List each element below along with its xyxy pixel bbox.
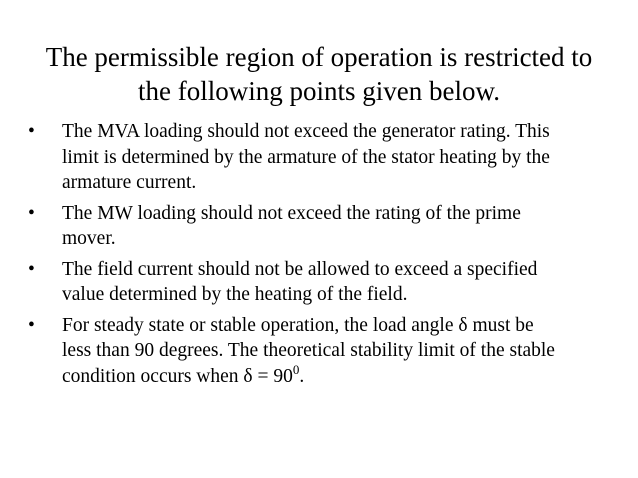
bullet-text-line: armature current. xyxy=(62,172,197,193)
title-line-2: the following points given below. xyxy=(138,76,500,106)
bullet-icon: • xyxy=(28,314,35,336)
bullet-icon: • xyxy=(28,258,35,280)
bullet-text-line: The MVA loading should not exceed the generator rating. This xyxy=(62,121,550,142)
bullet-text-line: The MW loading should not exceed the rating of the prime xyxy=(62,202,521,224)
degree-superscript: 0 xyxy=(292,361,300,377)
bullet-text-end: . xyxy=(299,365,305,387)
bullet-list xyxy=(28,119,618,394)
bullet-text-line: For steady state or stable operation, the load angle δ must be xyxy=(62,314,534,336)
slide-title xyxy=(30,40,608,108)
bullet-item-mw-loading xyxy=(28,201,618,252)
bullet-text-line: value determined by the heating of the field. xyxy=(62,284,408,305)
bullet-icon: • xyxy=(28,202,35,224)
bullet-item-mva-loading xyxy=(28,119,618,196)
bullet-icon: • xyxy=(28,121,35,142)
bullet-text-line: mover. xyxy=(62,228,116,249)
bullet-text-line: limit is determined by the armature of the stator heating by the xyxy=(62,146,550,168)
bullet-text-line: The field current should not be allowed to exceed a specified xyxy=(62,258,538,280)
bullet-text-line-last xyxy=(62,361,618,390)
title-line-1: The permissible region of operation is restricted to xyxy=(45,42,593,72)
bullet-item-load-angle xyxy=(28,313,618,390)
bullet-item-field-current xyxy=(28,257,618,308)
bullet-text: condition occurs when δ = 90 xyxy=(62,365,293,387)
bullet-text-line: less than 90 degrees. The theoretical stability limit of the stable xyxy=(62,340,555,361)
